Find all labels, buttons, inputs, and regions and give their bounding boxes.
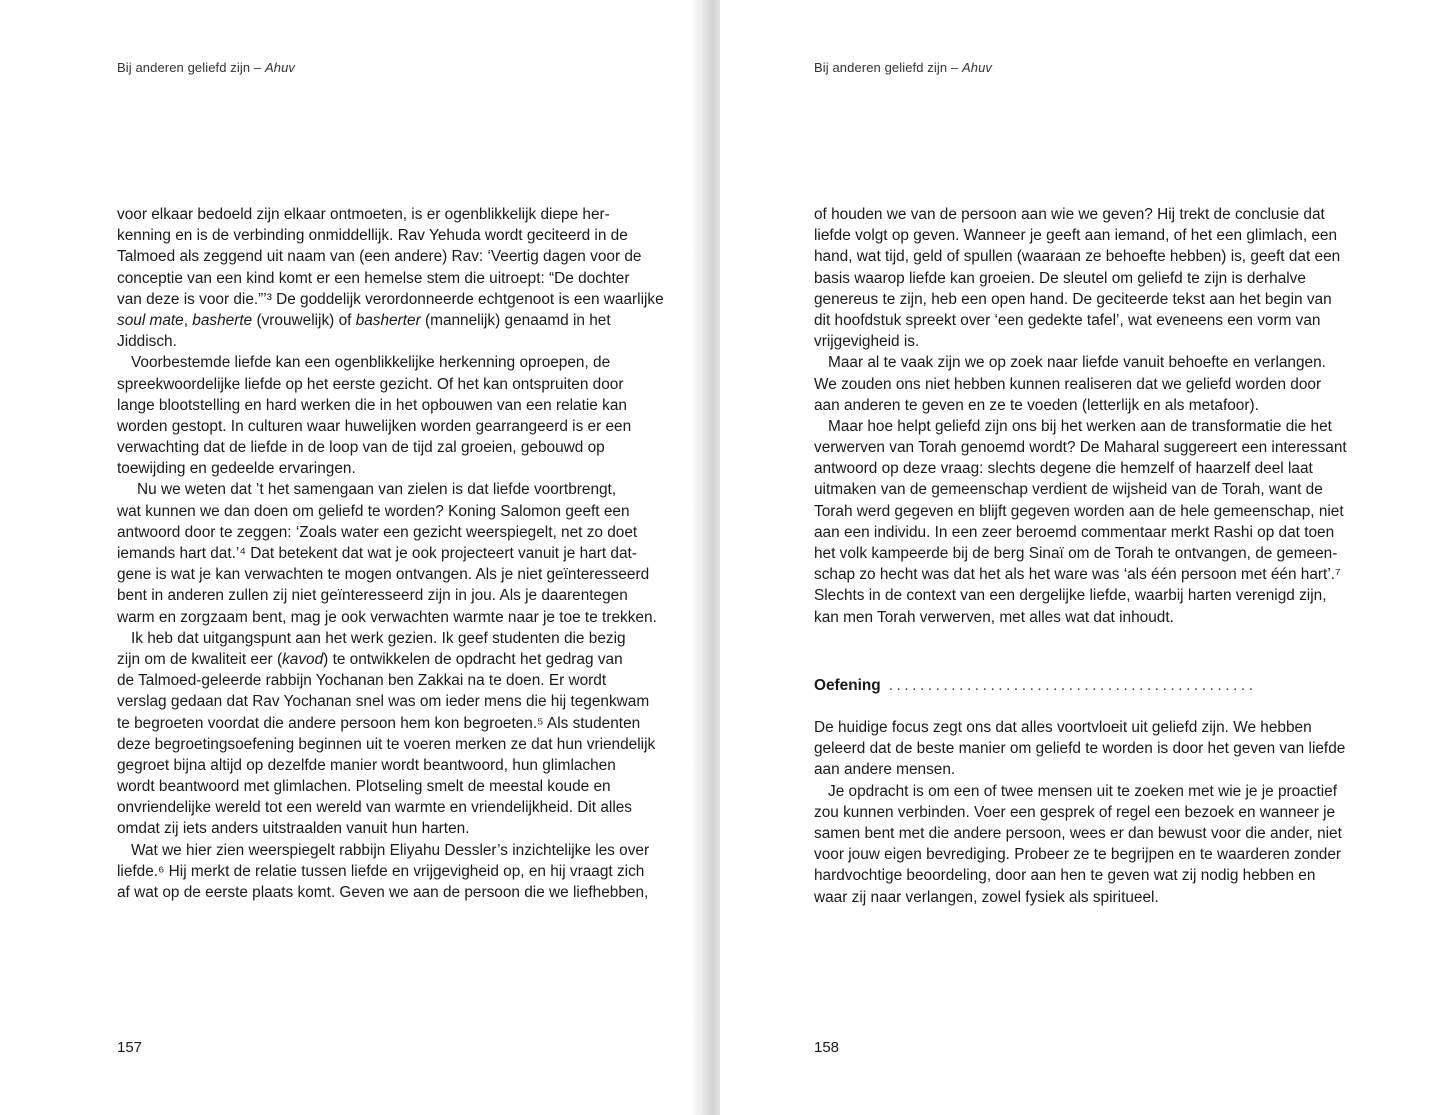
text-line: hardvochtige beoordeling, door aan hen te geven wat zij nodig hebben en — [814, 867, 1316, 885]
text-line: iemands hart dat.’⁴ Dat betekent dat wat je ook projecteert vanuit je hart dat- — [117, 545, 637, 562]
paragraph-start: Nu we weten dat ’t het samengaan van zielen is dat liefde voortbrengt, — [137, 481, 617, 499]
dot-leader: ............................................... — [888, 677, 1257, 694]
text-line: omdat zij iets anders uitstraalden vanuit hun harten. — [117, 820, 470, 838]
page-number-left: 157 — [117, 1039, 143, 1056]
text-line: Slechts in de context van een dergelijke liefde, waarbij harten verenigd zijn, — [814, 587, 1327, 605]
text-line: het volk kampeerde bij de berg Sinaï om de Torah te ontvangen, de gemeen- — [814, 545, 1338, 562]
exercise-title: Oefening — [814, 677, 881, 694]
text-line: antwoord op deze vraag: slechts degene die hemzelf of haarzelf deel laat — [814, 460, 1313, 478]
text-line: worden gestopt. In culturen waar huwelijken worden gearrangeerd is er een — [117, 417, 632, 435]
text-line: verslag gedaan dat Rav Yochanan snel was om ieder mens die hij tegenkwam — [117, 693, 650, 711]
text-line: samen bent met die andere persoon, wees er dan bewust voor die ander, niet — [814, 824, 1342, 842]
text-line: kenning en is de verbinding onmiddellijk. Rav Yehuda wordt geciteerd in de — [117, 227, 628, 245]
text-line: aan andere mensen. — [814, 761, 956, 779]
text-line: bent in anderen zullen zij niet geïnteresseerd zijn in jou. Als je daarentegen — [117, 587, 628, 605]
paragraph-start: Je opdracht is om een of twee mensen uit te zoeken met wie je je proactief — [828, 782, 1338, 800]
text-line: basis waarop liefde kan groeien. De sleutel om geliefd te zijn is derhalve — [814, 269, 1306, 287]
text-line: antwoord door te zeggen: ‘Zoals water een gezicht weerspiegelt, net zo doet — [117, 523, 638, 541]
text-line: kan men Torah verwerven, met alles wat dat inhoudt. — [814, 608, 1174, 626]
text-line: voor jouw eigen bevrediging. Probeer ze te begrijpen en te waarderen zonder — [814, 846, 1342, 864]
left-body-text — [117, 204, 664, 903]
running-header-italic: Ahuv — [264, 60, 295, 75]
left-page — [0, 0, 697, 1115]
text-line: onvriendelijke wereld tot een wereld van warmte en vriendelijkheid. Dit alles — [117, 799, 632, 817]
text-line: de Talmoed-geleerde rabbijn Yochanan ben Zakkai na te doen. Er wordt — [117, 672, 607, 690]
text-line: voor elkaar bedoeld zijn elkaar ontmoeten, is er ogenblikkelijk diepe her- — [117, 206, 610, 223]
running-header-left: Bij anderen geliefd zijn – Ahuv — [117, 60, 295, 75]
text-line: waar zij naar verlangen, zowel fysiek als spiritueel. — [814, 888, 1159, 906]
text-line: Talmoed als zeggend uit naam van (een andere) Rav: ‘Veertig dagen voor de — [117, 248, 642, 266]
text-line: wordt beantwoord met glimlachen. Plotseling smelt de meestal koude en — [117, 778, 611, 796]
text-line: Torah werd gegeven en blijft gegeven worden aan de hele gemeenschap, niet — [814, 502, 1344, 520]
text-line-with-italics: soul mate, basherte (vrouwelijk) of basherter (mannelijk) genaamd in het — [117, 311, 611, 329]
text-line: wat kunnen we dan doen om geliefd te worden? Koning Salomon geeft een — [117, 502, 630, 520]
text-line: verwerven van Torah genoemd wordt? De Maharal suggereert een interessant — [814, 439, 1347, 457]
text-line: vrijgevigheid is. — [814, 333, 920, 351]
text-line: lange blootstelling en hard werken die in het opbouwen van een relatie kan — [117, 396, 627, 414]
text-line: gene is wat je kan verwachten te mogen ontvangen. Als je niet geïnteresseerd — [117, 566, 650, 584]
text-line: De huidige focus zegt ons dat alles voortvloeit uit geliefd zijn. We hebben — [814, 719, 1312, 736]
text-line: af wat op de eerste plaats komt. Geven we aan de persoon die we liefhebben, — [117, 884, 649, 901]
paragraph-start: Voorbestemde liefde kan een ogenblikkelijke herkenning oproepen, de — [131, 354, 611, 372]
text-line: We zouden ons niet hebben kunnen realiseren dat we geliefd worden door — [814, 375, 1322, 393]
text-line: of houden we van de persoon aan wie we geven? Hij trekt de conclusie dat — [814, 206, 1325, 223]
paragraph-start: Maar al te vaak zijn we op zoek naar liefde vanuit behoefte en verlangen. — [828, 354, 1326, 372]
text-line: gegroet bijna altijd op dezelfde manier wordt beantwoord, hun glimlachen — [117, 756, 616, 774]
text-line: te begroeten voordat die andere persoon hem kon begroeten.⁵ Als studenten — [117, 714, 641, 732]
text-line: hand, wat tijd, geld of spullen (waaraan ze behoefte hebben) is, geeft dat een — [814, 248, 1341, 266]
text-line-with-italics: zijn om de kwaliteit eer (kavod) te ontwikkelen de opdracht het gedrag van — [117, 650, 623, 668]
right-body-text — [814, 204, 1347, 628]
text-line: liefde.⁶ Hij merkt de relatie tussen liefde en vrijgevigheid op, en hij vraagt zich — [117, 862, 645, 880]
running-header-right: Bij anderen geliefd zijn – Ahuv — [814, 60, 992, 75]
text-line: genereus te zijn, heb een open hand. De geciteerde tekst aan het begin van — [814, 290, 1332, 308]
right-page — [720, 0, 1440, 1115]
text-line: van deze is voor die.”’³ De goddelijk verordonneerde echtgenoot is een waarlijke — [117, 290, 664, 308]
text-line: dit hoofdstuk spreekt over ‘een gedekte tafel’, wat eveneens een vorm van — [814, 311, 1321, 329]
text-line: liefde volgt op geven. Wanneer je geeft aan iemand, of het een glimlach, een — [814, 227, 1338, 245]
text-line: uitmaken van de gemeenschap verdient de wijsheid van de Torah, want de — [814, 481, 1323, 499]
exercise-body — [814, 717, 1345, 908]
page-number-right: 158 — [814, 1039, 840, 1056]
exercise-heading — [814, 675, 1257, 696]
text-line: conceptie van een kind komt er een hemelse stem die uitroept: “De dochter — [117, 269, 630, 287]
text-line: geleerd dat de beste manier om geliefd te worden is door het geven van liefde — [814, 740, 1346, 758]
text-line: Jiddisch. — [117, 333, 177, 351]
running-header-italic: Ahuv — [961, 60, 992, 75]
text-line: aan een individu. In een zeer beroemd commentaar merkt Rashi op dat toen — [814, 523, 1335, 541]
paragraph-start: Ik heb dat uitgangspunt aan het werk gezien. Ik geef studenten die bezig — [131, 629, 626, 647]
text-line: deze begroetingsoefening beginnen uit te voeren merken ze dat hun vriendelijk — [117, 735, 656, 753]
text-line: warm en zorgzaam bent, mag je ook verwachten warmte naar je toe te trekken. — [117, 608, 657, 626]
text-line: spreekwoordelijke liefde op het eerste gezicht. Of het kan ontspruiten door — [117, 375, 624, 393]
text-line: schap zo hecht was dat het als het ware was ‘als één persoon met één hart’.⁷ — [814, 566, 1341, 584]
text-line: verwachting dat de liefde in de loop van de tijd zal groeien, gebouwd op — [117, 439, 605, 457]
book-gutter-shadow — [690, 0, 722, 1115]
text-line: toewijding en gedeelde ervaringen. — [117, 460, 356, 478]
paragraph-start: Wat we hier zien weerspiegelt rabbijn Eliyahu Dessler’s inzichtelijke les over — [131, 841, 650, 859]
text-line: aan anderen te geven en ze te voeden (letterlijk en als metafoor). — [814, 396, 1259, 414]
text-line: zou kunnen verbinden. Voer een gesprek of regel een bezoek en wanneer je — [814, 803, 1336, 821]
paragraph-start: Maar hoe helpt geliefd zijn ons bij het werken aan de transformatie die het — [828, 417, 1332, 435]
